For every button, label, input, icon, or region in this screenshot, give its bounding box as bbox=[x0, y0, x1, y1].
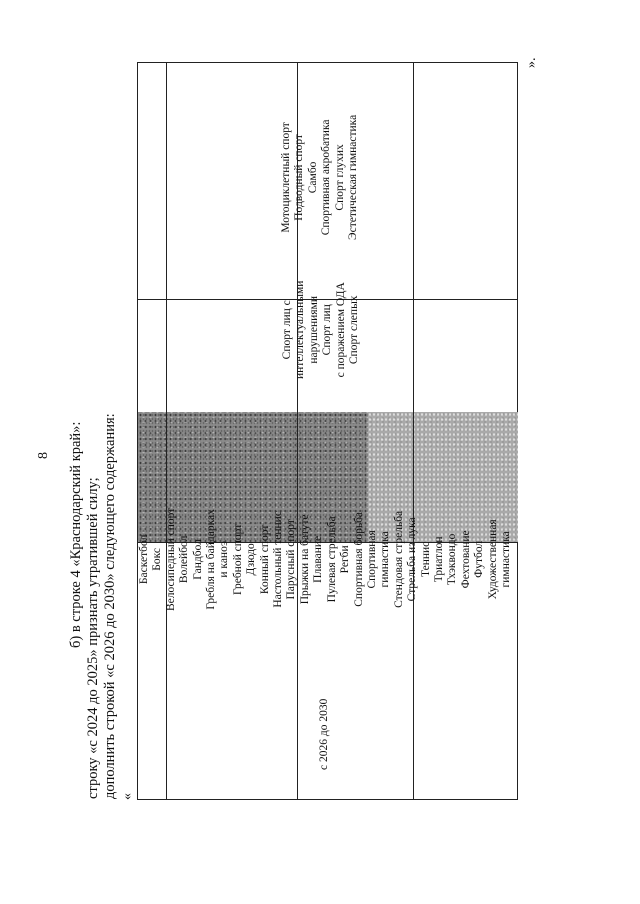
sports-list-item: Футбол bbox=[473, 540, 486, 578]
table-divider bbox=[166, 63, 167, 799]
sports-list-cell bbox=[138, 508, 513, 611]
sports-list-item: Плавание bbox=[312, 535, 325, 583]
sports-list-item: Художественная bbox=[486, 519, 499, 600]
sports-list-item: Парусный спорт bbox=[285, 519, 298, 600]
period-cell: с 2026 до 2030 bbox=[318, 698, 330, 770]
intro-line-1: б) в строке 4 «Краснодарский край»: bbox=[68, 421, 84, 648]
other-list-item: Подводный спорт bbox=[293, 134, 306, 221]
sports-list-item: Волейбол bbox=[178, 535, 191, 584]
table-divider bbox=[413, 63, 414, 799]
sports-list-item: Регби bbox=[339, 545, 352, 574]
sports-list-item: Дзюдо bbox=[245, 543, 258, 576]
adaptive-list-item: Спорт слепых bbox=[348, 295, 361, 365]
sports-list-item: и каноэ bbox=[218, 541, 231, 578]
close-quote: ». bbox=[524, 57, 539, 68]
sports-list-item: Баскетбол bbox=[138, 534, 150, 585]
adaptive-list-item: Спорт лиц bbox=[321, 304, 334, 356]
sports-list-item: Спортивная борьба bbox=[352, 511, 365, 607]
sports-list-item: Гребной спорт bbox=[231, 523, 244, 595]
other-list-item: Мотоциклетный спорт bbox=[280, 122, 292, 233]
intro-line-2: строку «с 2024 до 2025» признать утратившей силу; bbox=[85, 477, 101, 799]
adaptive-sports-cell bbox=[281, 281, 361, 379]
sports-list-item: Конный спорт bbox=[258, 524, 271, 595]
other-list-item: Спорт глухих bbox=[333, 144, 346, 211]
sports-list-item: Теннис bbox=[419, 541, 432, 577]
sports-list-item: Гребля на байдарках bbox=[205, 509, 218, 610]
adaptive-list-item: Спорт лиц с bbox=[281, 300, 293, 360]
adaptive-list-item: с поражением ОДА bbox=[334, 282, 347, 378]
sports-list-item: гимнастика bbox=[379, 531, 392, 588]
sports-list-item: Велосипедный спорт bbox=[164, 507, 177, 611]
sports-list-item: Спортивная bbox=[365, 530, 378, 589]
sports-list-item: Гандбол bbox=[191, 539, 204, 580]
sports-list-item: Бокс bbox=[151, 547, 164, 571]
sports-list-item: Пулевая стрельба bbox=[325, 516, 338, 603]
sports-list-item: Настольный теннис bbox=[272, 511, 285, 608]
sports-list-item: гимнастика bbox=[499, 531, 512, 588]
adaptive-list-item: нарушениями bbox=[307, 295, 320, 364]
other-sports-cell bbox=[280, 115, 360, 240]
page-number: 8 bbox=[36, 452, 51, 459]
sports-list-item: Прыжки на батуте bbox=[298, 514, 311, 605]
sports-list-item: Стрельба из лука bbox=[406, 517, 419, 602]
open-quote: « bbox=[120, 793, 135, 800]
other-list-item: Спортивная акробатика bbox=[320, 119, 333, 236]
other-list-item: Самбо bbox=[306, 161, 319, 194]
intro-line-3: дополнить строкой «с 2026 до 2030» следующего содержания: bbox=[102, 413, 118, 799]
sports-list-item: Стендовая стрельба bbox=[392, 510, 405, 608]
sports-list-item: Фехтование bbox=[459, 530, 472, 589]
sports-list-item: Триатлон bbox=[432, 536, 445, 583]
adaptive-list-item: интеллектуальными bbox=[294, 280, 307, 379]
sports-list-item: Тхэквондо bbox=[446, 533, 459, 586]
other-list-item: Эстетическая гимнастика bbox=[347, 114, 360, 240]
